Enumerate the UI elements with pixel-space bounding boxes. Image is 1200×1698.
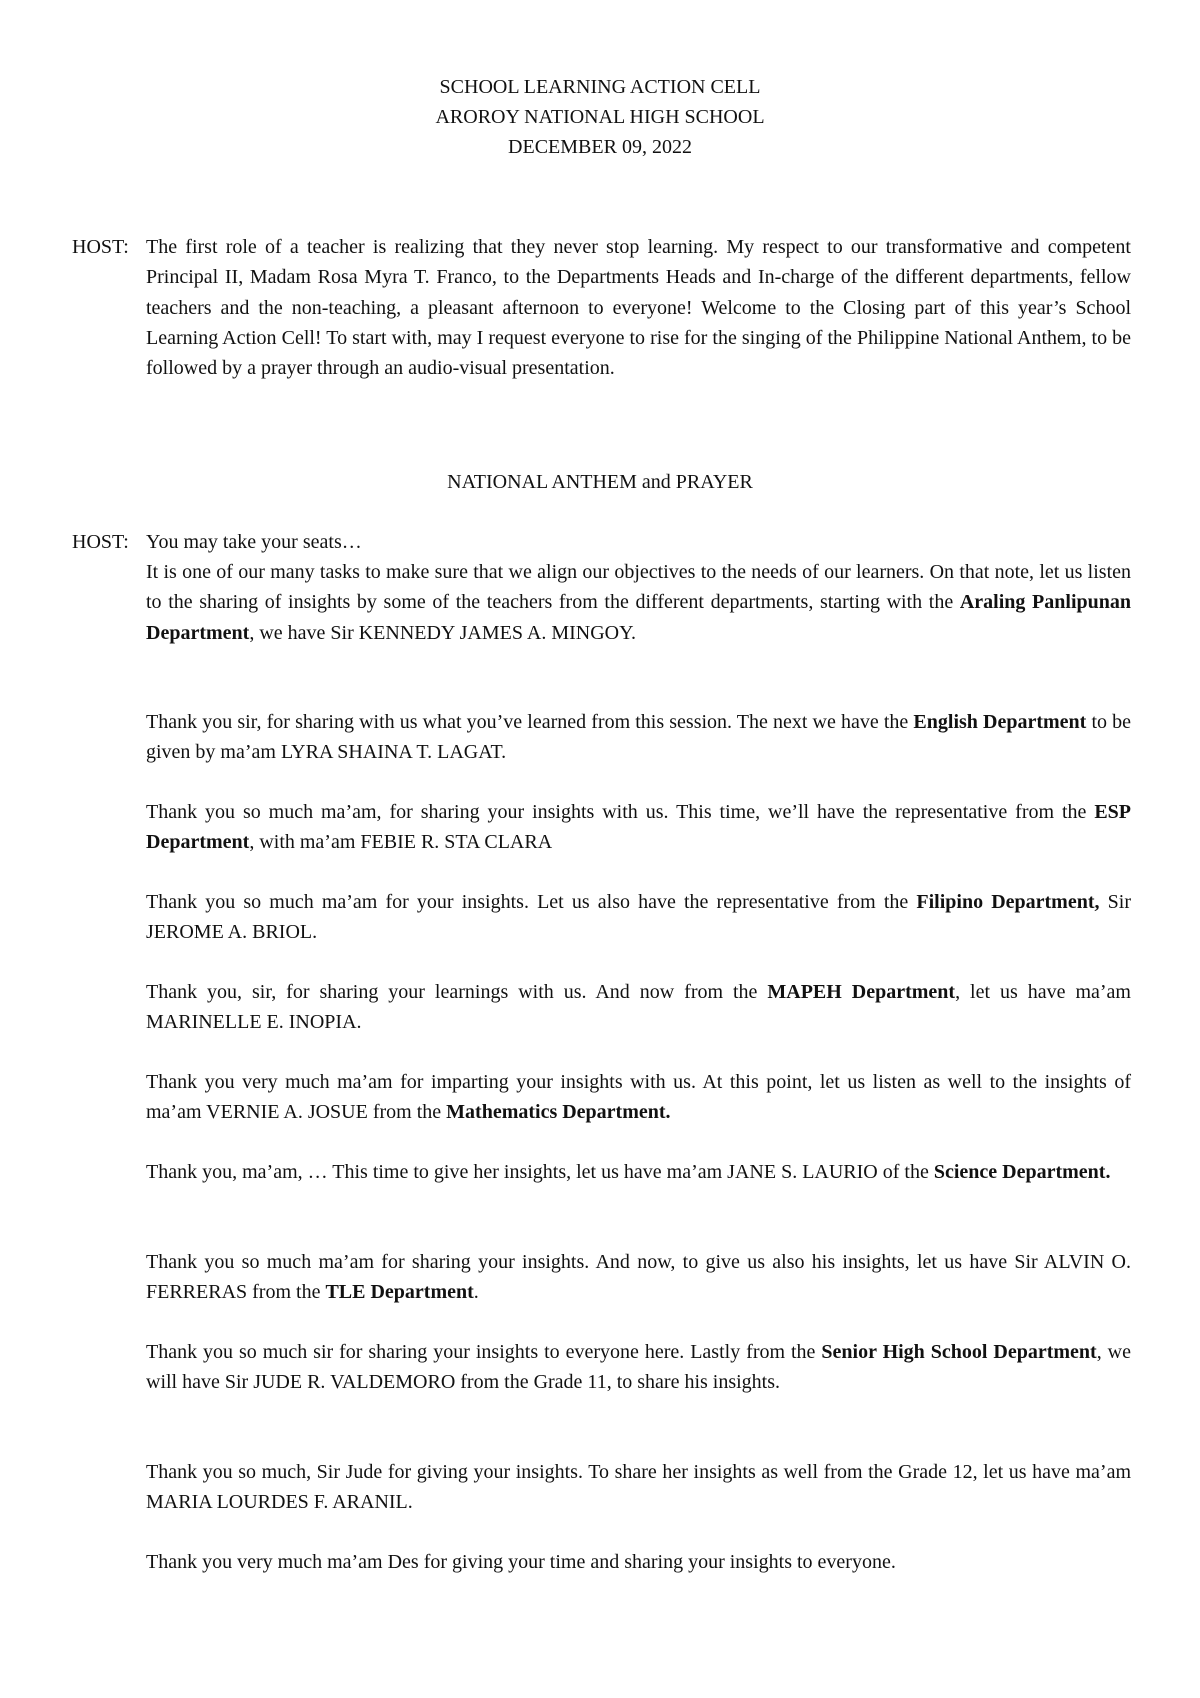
paragraph-text: , we will have Sir JUDE R. VALDEMORO from the Grade 11, to share his insights.	[146, 1341, 1132, 1394]
paragraph-senior-high	[146, 1337, 1131, 1398]
seats-line: You may take your seats…	[146, 531, 362, 553]
department-name: ESP Department	[146, 801, 1131, 854]
department-name: Senior High School Department	[821, 1341, 1097, 1363]
host-label: HOST:	[72, 236, 129, 258]
intro-paragraph: The first role of a teacher is realizing that they never stop learning. My respect to our transformative and competent Principal II, Madam Rosa Myra T. Franco, to the Departments Heads and In-charge of the different departments, fellow teachers and the non-teaching, a pleasant afternoon to everyone! Welcome to the Closing part of this year’s School Learning Action Cell! To start with, may I request everyone to rise for the singing of the Philippine National Anthem, to be followed by a prayer through an audio-visual presentation.	[146, 236, 1131, 380]
host-label: HOST:	[72, 531, 129, 553]
paragraph-text: to be given by ma’am LYRA SHAINA T. LAGAT.	[146, 711, 1131, 764]
paragraph-grade-12: Thank you so much, Sir Jude for giving your insights. To share her insights as well from the Grade 12, let us have ma’am MARIA LOURDES F. ARANIL.	[146, 1461, 1131, 1514]
paragraph-text: Thank you so much sir for sharing your insights to everyone here. Lastly from the	[146, 1341, 822, 1363]
paragraph-text: Thank you sir, for sharing with us what you’ve learned from this session. The next we have the	[146, 711, 914, 733]
paragraph-text: , with ma’am FEBIE R. STA CLARA	[249, 831, 553, 854]
paragraph-text: It is one of our many tasks to make sure that we align our objectives to the needs of our learners. On that note, let us listen to the sharing of insights by some of the teachers from the different departments, starting with the	[146, 561, 1131, 614]
paragraph-text: Thank you so much ma’am, for sharing your insights with us. This time, we’ll have the representative from the	[146, 801, 1095, 823]
host-seats-block	[72, 527, 1132, 557]
anthem-heading: NATIONAL ANTHEM and PRAYER	[447, 471, 753, 493]
paragraph-text: Thank you, ma’am, … This time to give her insights, let us have ma’am JANE S. LAURIO of the	[146, 1161, 934, 1183]
paragraph-tle	[146, 1247, 1131, 1308]
paragraph-text: .	[473, 1281, 479, 1304]
header-school: AROROY NATIONAL HIGH SCHOOL	[435, 106, 765, 128]
header-title: SCHOOL LEARNING ACTION CELL	[439, 76, 761, 98]
department-name: Science Department.	[933, 1161, 1111, 1183]
paragraph-filipino	[146, 887, 1131, 948]
department-name: TLE Department	[325, 1281, 474, 1304]
department-name: Araling Panlipunan Department	[146, 591, 1131, 644]
paragraph-closing: Thank you very much ma’am Des for giving your time and sharing your insights to everyone.	[146, 1551, 896, 1573]
paragraph-text: , we have Sir KENNEDY JAMES A. MINGOY.	[249, 621, 636, 644]
host-intro-block	[72, 232, 1132, 383]
paragraph-english	[146, 707, 1131, 768]
paragraph-araling-panlipunan	[146, 557, 1131, 648]
paragraph-text: Thank you, sir, for sharing your learnings with us. And now from the	[146, 981, 768, 1003]
paragraph-esp	[146, 797, 1131, 858]
department-name: English Department	[913, 711, 1087, 733]
document-header	[0, 72, 1200, 162]
department-name: Filipino Department,	[916, 891, 1100, 913]
paragraph-mathematics	[146, 1067, 1131, 1128]
paragraph-science	[146, 1157, 1131, 1187]
paragraph-text: Sir JEROME A. BRIOL.	[146, 891, 1131, 944]
department-name: Mathematics Department.	[446, 1101, 671, 1124]
paragraph-text: , let us have ma’am MARINELLE E. INOPIA.	[146, 981, 1131, 1034]
paragraph-text: Thank you very much ma’am for imparting your insights with us. At this point, let us listen as well to the insights of ma’am VERNIE A. JOSUE from the	[146, 1071, 1131, 1124]
paragraph-mapeh	[146, 977, 1131, 1038]
paragraph-text: Thank you so much ma’am for sharing your insights. And now, to give us also his insights, let us have Sir ALVIN O. FERRERAS from the	[146, 1251, 1131, 1304]
header-date: DECEMBER 09, 2022	[508, 136, 692, 158]
paragraph-text: Thank you so much ma’am for your insights. Let us also have the representative from the	[146, 891, 917, 913]
department-name: MAPEH Department	[767, 981, 956, 1003]
